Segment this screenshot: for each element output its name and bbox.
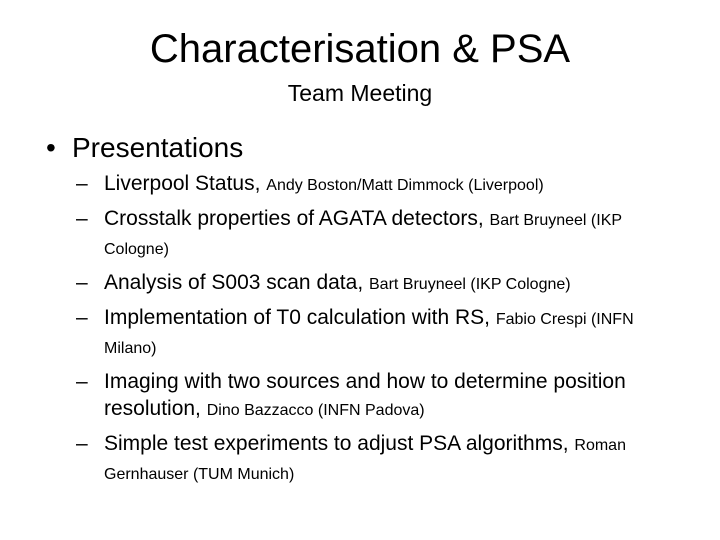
presentation-item xyxy=(46,430,689,488)
slide-title: Characterisation & PSA xyxy=(149,27,571,71)
presentation-item xyxy=(46,304,689,362)
presentation-topic: Crosstalk properties of AGATA detectors, xyxy=(104,207,490,230)
dash-icon: – xyxy=(76,271,88,294)
slide-content xyxy=(46,128,696,494)
presentation-author: Bart Bruyneel (IKP Cologne) xyxy=(104,212,622,258)
presentation-list xyxy=(46,170,696,488)
dash-icon: – xyxy=(76,207,88,230)
section-heading: Presentations xyxy=(72,132,244,163)
presentation-topic: Imaging with two sources and how to determine position resolution, xyxy=(104,370,626,420)
title-block xyxy=(0,26,720,108)
dash-icon: – xyxy=(76,432,88,455)
presentation-author: Fabio Crespi (INFN Milano) xyxy=(104,311,634,357)
section-heading-item xyxy=(46,128,696,168)
dash-icon: – xyxy=(76,370,88,393)
presentation-author: Bart Bruyneel (IKP Cologne) xyxy=(369,276,571,293)
presentation-author: Andy Boston/Matt Dimmock (Liverpool) xyxy=(266,177,544,194)
presentation-item xyxy=(46,170,689,199)
slide-subtitle: Team Meeting xyxy=(287,80,433,106)
presentation-author: Dino Bazzacco (INFN Padova) xyxy=(206,402,425,419)
presentation-author: Roman Gernhauser (TUM Munich) xyxy=(104,437,626,483)
bullet-icon: • xyxy=(46,132,56,163)
presentation-topic: Simple test experiments to adjust PSA algorithms, xyxy=(104,432,575,455)
presentation-item xyxy=(46,205,689,263)
presentation-item xyxy=(46,269,689,298)
presentation-topic: Liverpool Status, xyxy=(104,172,267,195)
dash-icon: – xyxy=(76,306,88,329)
presentation-topic: Analysis of S003 scan data, xyxy=(104,271,369,294)
dash-icon: – xyxy=(76,172,88,195)
presentation-item xyxy=(46,368,689,424)
presentation-topic: Implementation of T0 calculation with RS, xyxy=(104,306,496,329)
